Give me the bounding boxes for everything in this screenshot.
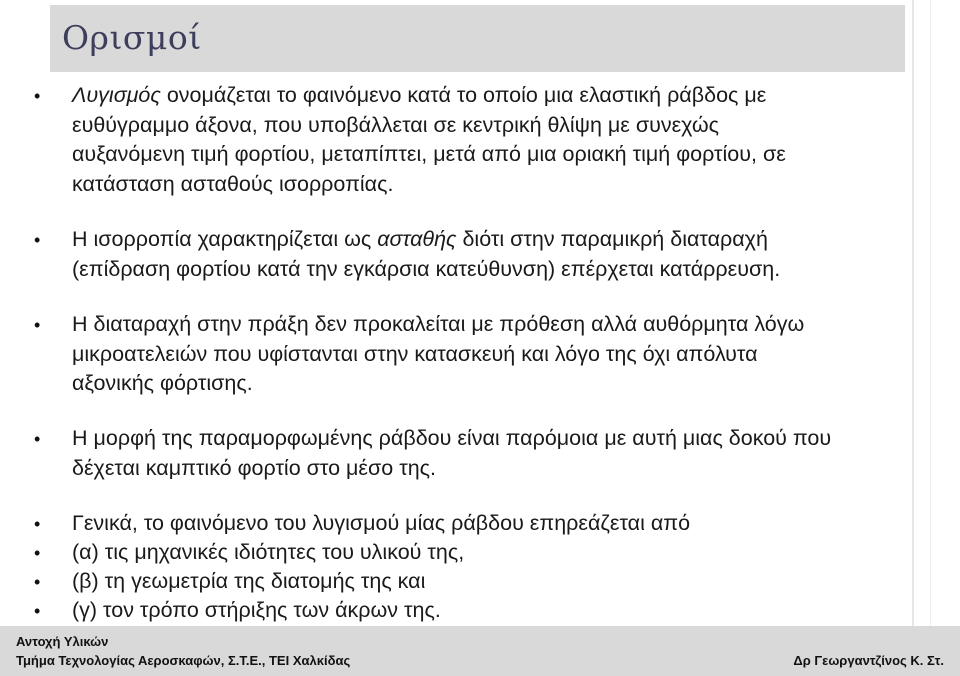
bullet-8: • <box>34 601 41 621</box>
bullet-7: • <box>34 572 41 592</box>
footer-author: Δρ Γεωργαντζίνος Κ. Στ. <box>793 653 944 668</box>
paragraph-line: (β) τη γεωμετρία της διατομής της και <box>72 569 426 593</box>
paragraph-item-b <box>72 567 902 597</box>
paragraph-line: Η μορφή της παραμορφωμένης ράβδου είναι παρόμοια με αυτή μιας δοκού που <box>72 426 832 450</box>
footer-course: Αντοχή Υλικών <box>16 634 109 649</box>
italic-term: Λυγισμός <box>72 83 161 107</box>
paragraph-unstable-equilibrium <box>72 225 902 284</box>
bullet-2: • <box>34 230 41 250</box>
paragraph-item-a <box>72 538 902 568</box>
decorative-vertical-line <box>912 0 914 626</box>
paragraph-line: (επίδραση φορτίου κατά την εγκάρσια κατεύθυνση) επέρχεται κατάρρευση. <box>72 256 781 281</box>
decorative-vertical-line-thin <box>930 0 931 626</box>
paragraph-buckling-definition <box>72 81 902 199</box>
slide-footer <box>0 626 960 676</box>
bullet-3: • <box>34 315 41 335</box>
slide-title: Ορισμοί <box>62 18 202 57</box>
footer-department: Τμήμα Τεχνολογίας Αεροσκαφών, Σ.Τ.Ε., ΤΕΙ Χαλκίδας <box>16 653 351 668</box>
bullet-6: • <box>34 543 41 563</box>
paragraph-line: μικροατελειών που υφίστανται στην κατασκευή και λόγο της όχι απόλυτα <box>72 341 758 366</box>
paragraph-line: (γ) τον τρόπο στήριξης των άκρων της. <box>72 598 441 622</box>
paragraph-item-c <box>72 596 902 626</box>
bullet-5: • <box>34 514 41 534</box>
paragraph-line: Η ισορροπία χαρακτηρίζεται ως ασταθής διότι στην παραμικρή διαταραχή <box>72 227 768 251</box>
paragraph-line: (α) τις μηχανικές ιδιότητες του υλικού της, <box>72 540 465 564</box>
bullet-4: • <box>34 429 41 449</box>
paragraph-line: κατάσταση ασταθούς ισορροπίας. <box>72 171 394 196</box>
italic-term: ασταθής <box>377 227 457 251</box>
paragraph-line: αυξανόμενη τιμή φορτίου, μεταπίπτει, μετά από μια οριακή τιμή φορτίου, σε <box>72 142 786 166</box>
paragraph-line: Γενικά, το φαινόμενο του λυγισμού μίας ράβδου επηρεάζεται από <box>72 511 691 535</box>
paragraph-deformed-shape <box>72 424 902 483</box>
paragraph-general <box>72 509 902 539</box>
paragraph-line: ευθύγραμμο άξονα, που υποβάλλεται σε κεντρική θλίψη με συνεχώς <box>72 112 720 137</box>
paragraph-disturbance <box>72 310 902 399</box>
title-bar <box>50 5 905 72</box>
paragraph-line: Λυγισμός ονομάζεται το φαινόμενο κατά το οποίο μια ελαστική ράβδος με <box>72 83 767 107</box>
paragraph-line: Η διαταραχή στην πράξη δεν προκαλείται με πρόθεση αλλά αυθόρμητα λόγω <box>72 312 805 336</box>
paragraph-line: αξονικής φόρτισης. <box>72 371 253 395</box>
bullet-1: • <box>34 86 41 106</box>
paragraph-line: δέχεται καμπτικό φορτίο στο μέσο της. <box>72 455 436 480</box>
